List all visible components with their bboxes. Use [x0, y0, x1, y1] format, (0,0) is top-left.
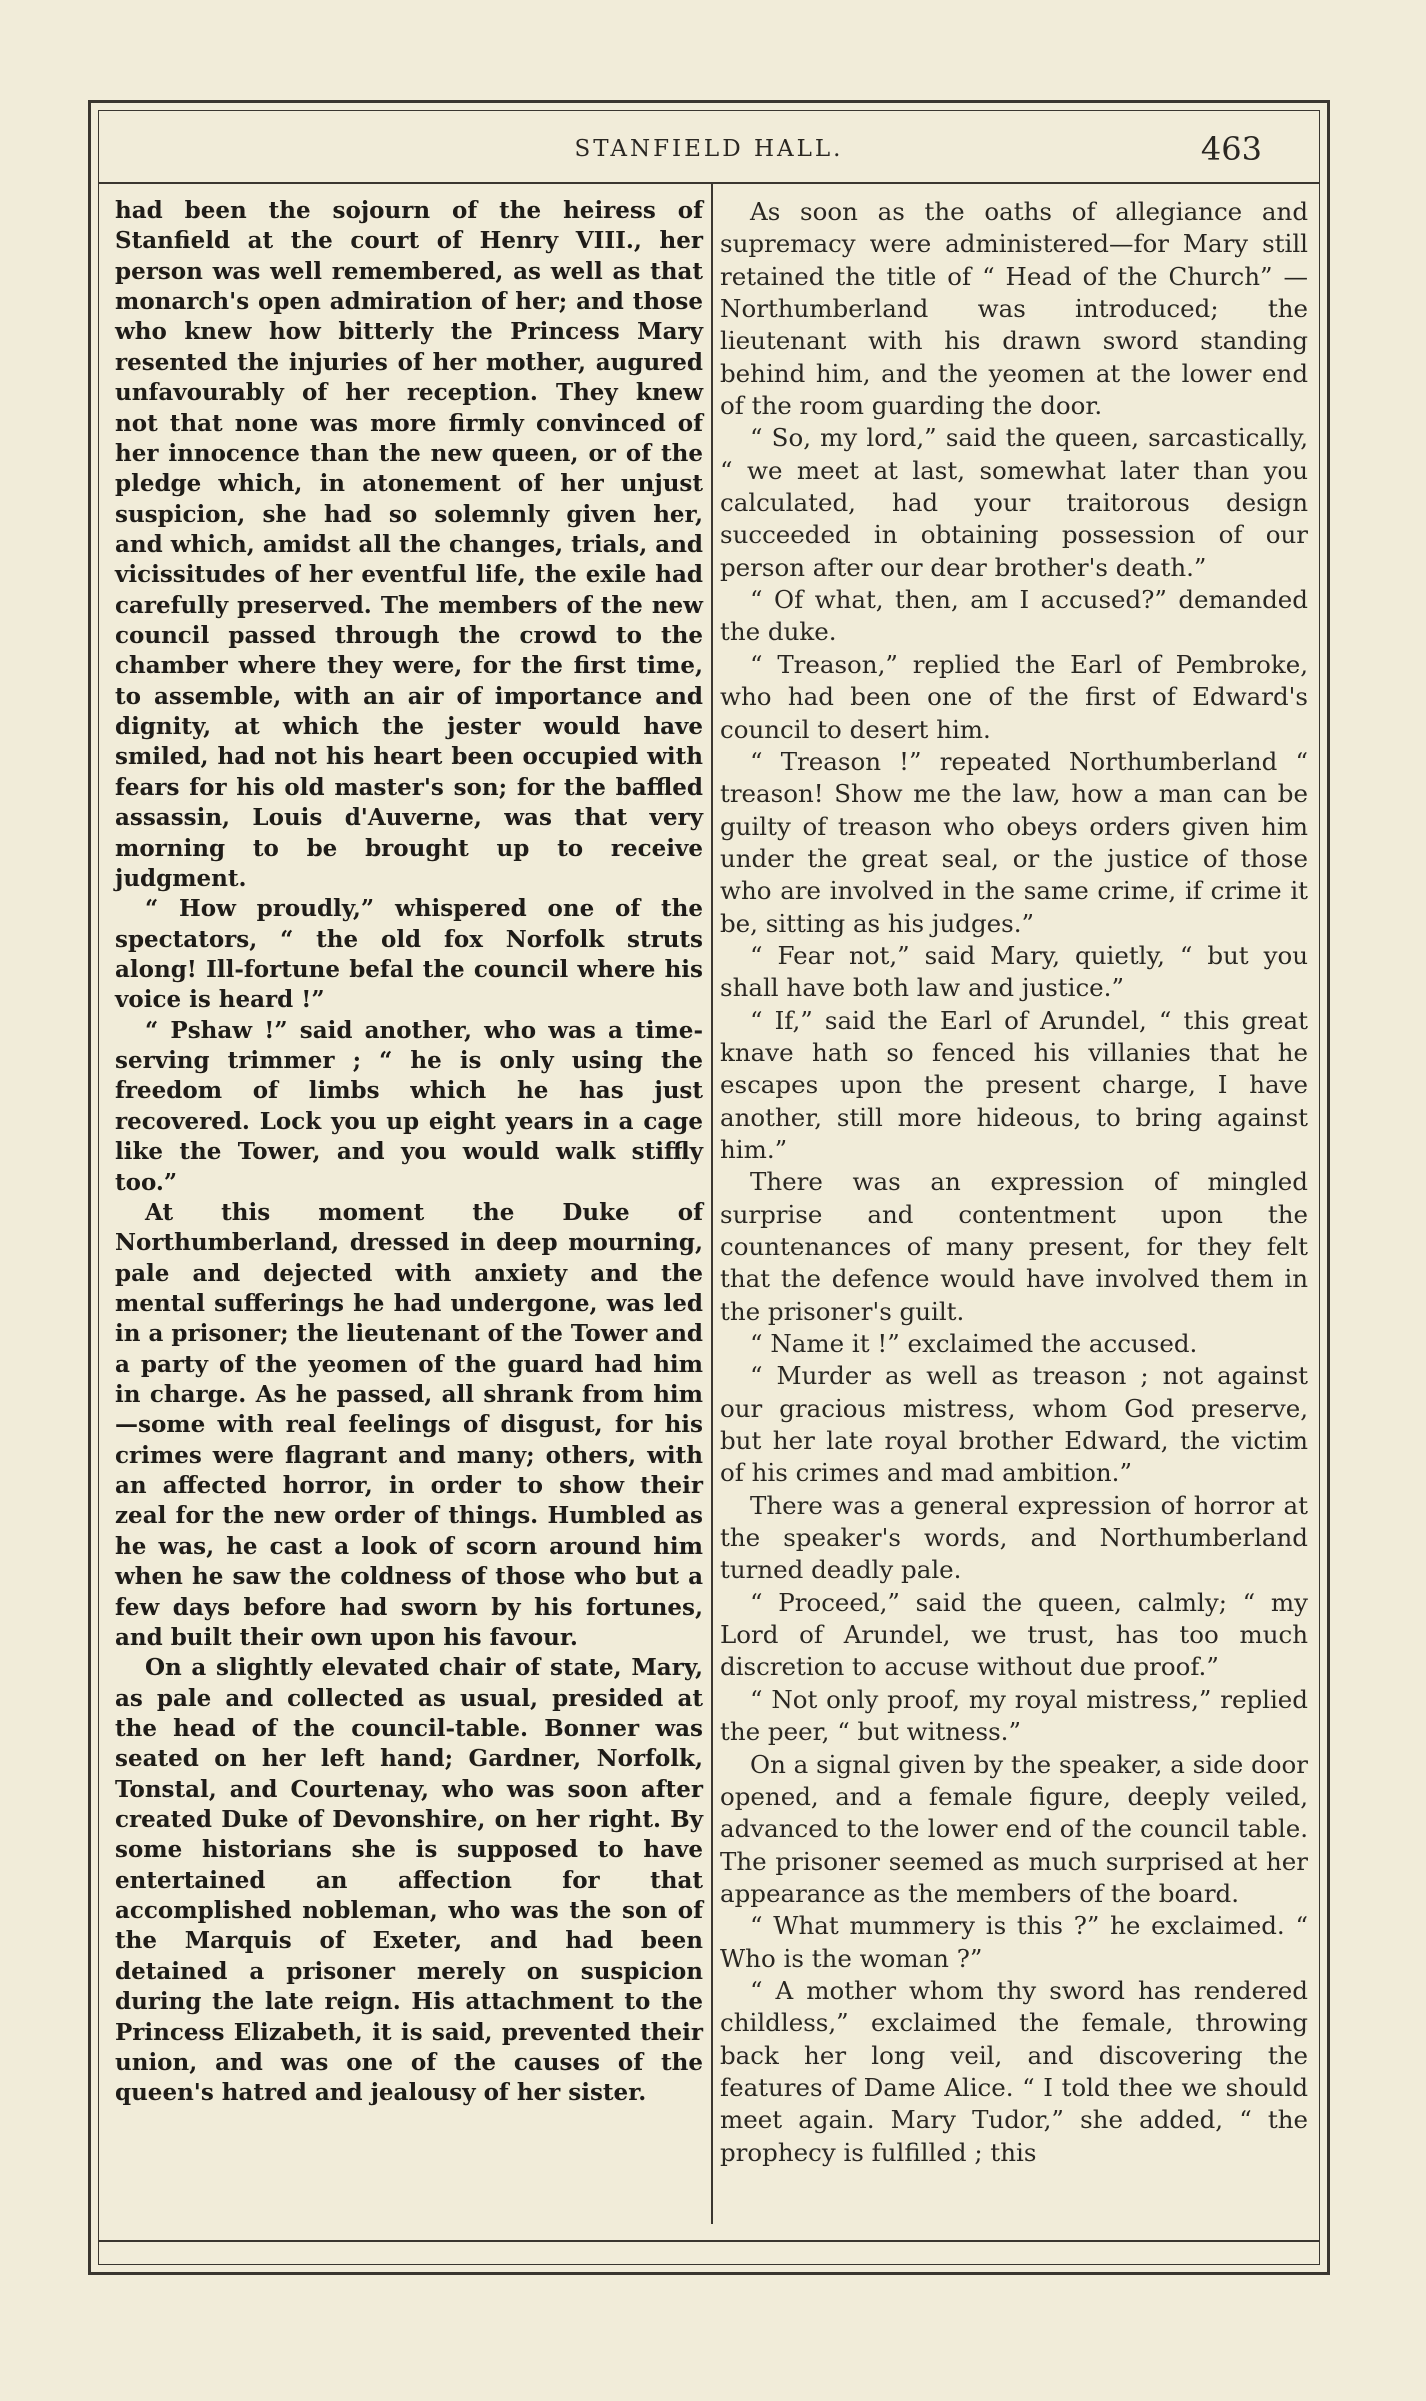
paragraph: “ So, my lord,” said the queen, sarcastically, “ we meet at last, somewhat later than you calculated, had your traitorous design succeeded in obtaining possession of our person after our dear brother's death.”	[720, 423, 1308, 582]
paragraph: “ Fear not,” said Mary, quietly, “ but you shall have both law and justice.”	[720, 940, 1308, 1003]
paragraph: “ What mummery is this ?” he exclaimed. “ Who is the woman ?”	[720, 1911, 1308, 1973]
paragraph: At this moment the Duke of Northumberland, dressed in deep mourning, pale and dejected with anxiety and the mental sufferings he had undergone, was led in a prisoner; the lieutenant of the Tower and a party of the yeomen of the guard had him in charge. As he passed, all shrank from him—some with real feelings of disgust, for his crimes were flagrant and many; others, with an affected horror, in order to show their zeal for the new order of things. Humbled as he was, he cast a look of scorn around him when he saw the coldness of those who but a few days before had sworn by his fortunes, and built their own upon his favour.	[115, 1198, 703, 1651]
paragraph: “ Murder as well as treason ; not against our gracious mistress, whom God preserve, but her late royal brother Edward, the victim of his crimes and mad ambition.”	[720, 1361, 1308, 1488]
paragraph: “ Pshaw !” said another, who was a time-serving trimmer ; “ he is only using the freedom of limbs which he has just recovered. Lock you up eight years in a cage like the Tower, and you would walk stiffly too.”	[115, 1016, 703, 1196]
paragraph: “ Name it !” exclaimed the accused.	[750, 1329, 1198, 1359]
column-divider	[711, 184, 713, 2224]
paragraph: “ Not only proof, my royal mistress,” replied the peer, “ but witness.”	[720, 1684, 1308, 1747]
paragraph: “ Of what, then, am I accused?” demanded the duke.	[720, 585, 1308, 647]
page-header	[98, 128, 1320, 184]
paragraph: “ How proudly,” whispered one of the spectators, “ the old fox Norfolk struts along! Ill-fortune befal the council where his voice is heard !”	[115, 895, 703, 1014]
paragraph: As soon as the oaths of allegiance and supremacy were administered—for Mary still retained the title of “ Head of the Church” —Northumberland was introduced; the lieutenant with his drawn sword standing behind him, and the yeomen at the lower end of the room guarding the door.	[720, 197, 1308, 421]
paragraph: On a signal given by the speaker, a side door opened, and a female figure, deeply veiled, advanced to the lower end of the council table. The prisoner seemed as much surprised at her appearance as the members of the board.	[720, 1749, 1308, 1908]
paragraph: On a slightly elevated chair of state, Mary, as pale and collected as usual, presided at the head of the council-table. Bonner was seated on her left hand; Gardner, Norfolk, Tonstal, and Courtenay, who was soon after created Duke of Devonshire, on her right. By some historians she is supposed to have entertained an affection for that accomplished nobleman, who was the son of the Marquis of Exeter, and had been detained a prisoner merely on suspicion during the late reign. His attachment to the Princess Elizabeth, it is said, prevented their union, and was one of the causes of the queen's hatred and jealousy of her sister.	[115, 1654, 703, 2107]
left-column	[115, 196, 703, 2109]
paragraph: “ Treason,” replied the Earl of Pembroke, who had been one of the first of Edward's council to desert him.	[720, 649, 1308, 744]
bottom-rule	[98, 2240, 1320, 2242]
page-number: 463	[1200, 130, 1262, 168]
paragraph: had been the sojourn of the heiress of Stanfield at the court of Henry VIII., her person was well remembered, as well as that monarch's open admiration of her; and those who knew how bitterly the Princess Mary resented the injuries of her mother, augured unfavourably of her reception. They knew not that none was more firmly convinced of her innocence than the new queen, or of the pledge which, in atonement of her unjust suspicion, she had so solemnly given her, and which, amidst all the changes, trials, and vicissitudes of her eventful life, the exile had carefully preserved. The members of the new council passed through the crowd to the chamber where they were, for the first time, to assemble, with an air of importance and dignity, at which the jester would have smiled, had not his heart been occupied with fears for his old master's son; for the baffled assassin, Louis d'Auverne, was that very morning to be brought up to receive judgment.	[115, 197, 703, 892]
running-title: STANFIELD HALL.	[574, 136, 844, 162]
paragraph: There was an expression of mingled surprise and contentment upon the countenances of many present, for they felt that the defence would have involved them in the prisoner's guilt.	[720, 1167, 1308, 1326]
paragraph: “ Treason !” repeated Northumberland “ treason! Show me the law, how a man can be guilty of treason who obeys orders given him under the great seal, or the justice of those who are involved in the same crime, if crime it be, sitting as his judges.”	[720, 746, 1308, 938]
header-rule	[98, 182, 1320, 184]
paragraph: “ If,” said the Earl of Arundel, “ this great knave hath so fenced his villanies that he escapes upon the present charge, I have another, still more hideous, to bring against him.”	[720, 1005, 1308, 1164]
right-column	[720, 196, 1308, 2169]
paragraph: There was a general expression of horror at the speaker's words, and Northumberland turned deadly pale.	[720, 1490, 1308, 1585]
paragraph: “ Proceed,” said the queen, calmly; “ my Lord of Arundel, we trust, has too much discretion to accuse without due proof.”	[720, 1587, 1308, 1682]
paragraph: “ A mother whom thy sword has rendered childless,” exclaimed the female, throwing back her long veil, and discovering the features of Dame Alice. “ I told thee we should meet again. Mary Tudor,” she added, “ the prophecy is fulfilled ; this	[720, 1975, 1308, 2167]
